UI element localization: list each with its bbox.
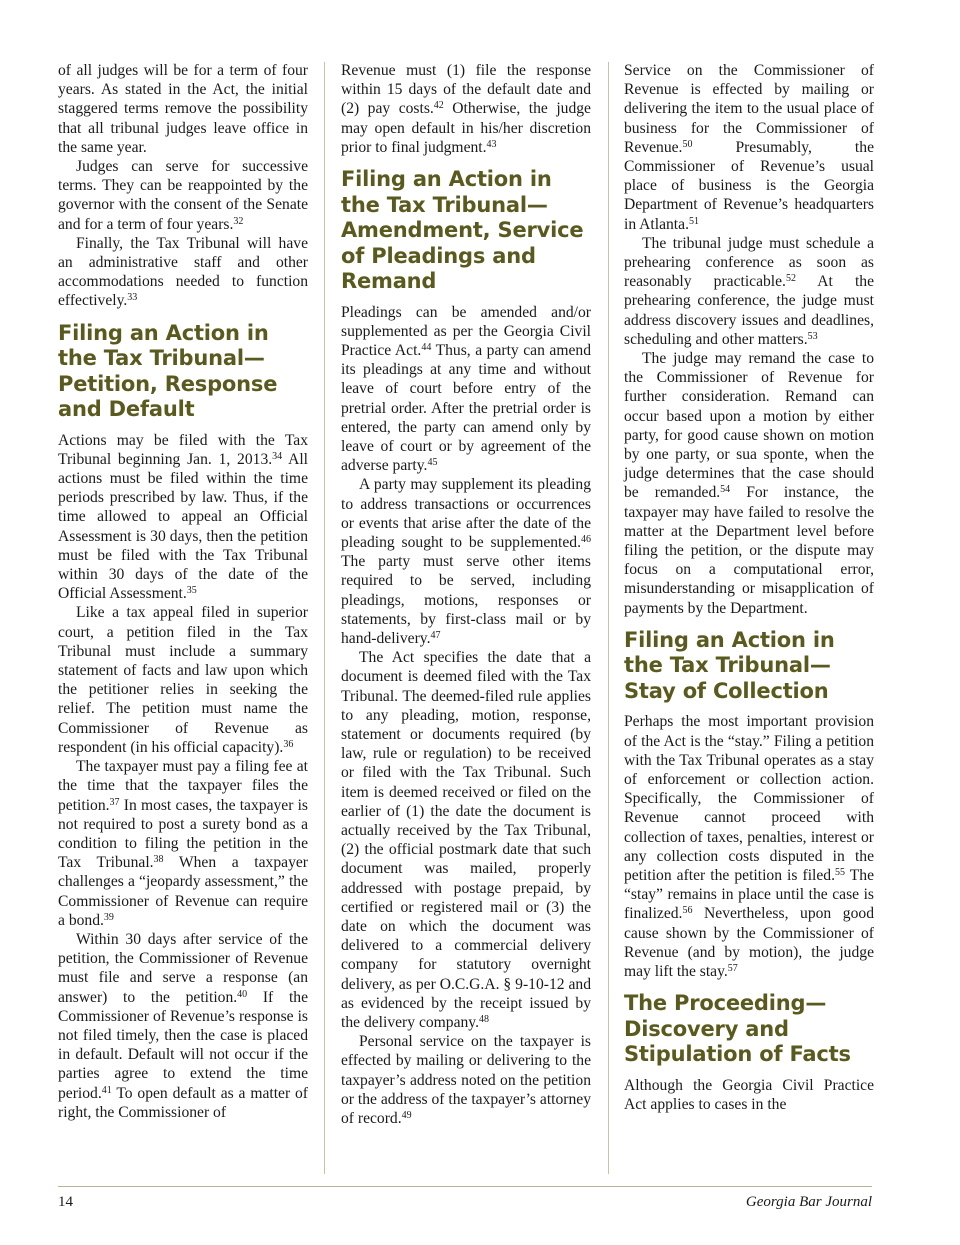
footnote-ref: 42 bbox=[433, 100, 444, 112]
paragraph: Finally, the Tax Tribunal will have an administrative staff and other accommodations needed to function effectively.$^{33}$ bbox=[58, 234, 308, 310]
footer-rule bbox=[58, 1186, 872, 1187]
footnote-ref: 49 bbox=[401, 1110, 412, 1122]
paragraph: Like a tax appeal filed in superior court, a petition filed in the Tax Tribunal must include a summary statement of facts and law upon which the petitioner relies in seeking the relief. The petition must name the Commissioner of Revenue as respondent (in his official capacity).$^{36}$ bbox=[58, 604, 308, 756]
footnote-ref: 48 bbox=[478, 1014, 489, 1026]
footnote-ref: 33 bbox=[127, 292, 138, 304]
footnote-ref: 53 bbox=[807, 330, 818, 342]
section-heading: Filing an Action in the Tax Tribunal—Amendment, Service of Pleadings and Remand bbox=[341, 167, 584, 294]
column-left bbox=[58, 61, 308, 1122]
footnote-ref: 39 bbox=[103, 911, 114, 923]
footnote-ref: 51 bbox=[688, 215, 699, 227]
footnote-ref: 35 bbox=[186, 585, 197, 597]
column-divider bbox=[608, 62, 609, 1174]
footnote-ref: 37 bbox=[109, 796, 120, 808]
paragraph: Personal service on the taxpayer is effected by mailing or delivering to the taxpayer’s address noted on the petition or the address of the taxpayer’s attorney of record.$^{49}$ bbox=[341, 1033, 591, 1128]
section-heading: Filing an Action in the Tax Tribunal—Stay of Collection bbox=[624, 627, 835, 703]
footnote-ref: 40 bbox=[237, 988, 248, 1000]
footnote-ref: 56 bbox=[682, 905, 693, 917]
footnote-ref: 52 bbox=[785, 273, 796, 285]
paragraph: of all judges will be for a term of four years. As stated in the Act, the initial staggered terms remove the possibility that all tribunal judges leave office in the same year. bbox=[58, 62, 308, 156]
footnote-ref: 55 bbox=[834, 867, 845, 879]
paragraph: Within 30 days after service of the petition, the Commissioner of Revenue must file and serve a response (an answer) to the petition.$^{40}$ If the Commissioner of Revenue’s response is not filed timely, then the case is placed in default. Default will not occur if the parties agree to extend the time period.$^{41}$ To open default as a matter of right, the Commissioner of bbox=[58, 930, 308, 1121]
footnote-ref: 41 bbox=[101, 1084, 112, 1096]
journal-name: Georgia Bar Journal bbox=[745, 1194, 872, 1210]
footnote-ref: 34 bbox=[272, 450, 283, 462]
paragraph: The tribunal judge must schedule a prehearing conference as soon as reasonably practicable.$^{52}$ At the prehearing conference, the judge must address discovery issues and deadlines, scheduling and other matters.$^{53}$ bbox=[624, 234, 874, 348]
footnote-ref: 43 bbox=[486, 138, 497, 150]
paragraph: Perhaps the most important provision of the Act is the “stay.” Filing a petition with the Tax Tribunal operates as a stay of enforcement or collection action. Specifically, the Commissioner of Revenue cannot proceed with collection of taxes, penalties, interest or any collection costs disputed in the petition after the petition is filed.$^{55}$ The “stay” remains in place until the case is finalized.$^{56}$ Nevertheless, upon good cause shown by the Commissioner of Revenue (and by motion), the judge may lift the stay.$^{57}$ bbox=[624, 713, 874, 981]
footnote-ref: 54 bbox=[720, 484, 731, 496]
footnote-ref: 50 bbox=[682, 138, 693, 150]
section-heading: Filing an Action in the Tax Tribunal—Petition, Response and Default bbox=[58, 320, 278, 422]
column-right bbox=[624, 61, 874, 1114]
column-divider bbox=[324, 62, 325, 1174]
footnote-ref: 38 bbox=[153, 854, 164, 866]
footnote-ref: 57 bbox=[727, 963, 738, 975]
paragraph: The Act specifies the date that a document is deemed filed with the Tax Tribunal. The deemed-filed rule applies to any pleading, motion, response, statement or documents required (by law, rule or regulation) to be received or filed with the Tax Tribunal. Such item is deemed received or filed on the earlier of (1) the date the document is actually received by the Tax Tribunal, (2) the official postmark date that such document was mailed, properly addressed with postage prepaid, by certified or registered mail or (3) the date on which the document was delivered to a commercial delivery company for statutory overnight delivery, as per O.C.G.A. § 9-10-12 and as evidenced by the receipt issued by the delivery company.$^{48}$ bbox=[341, 649, 591, 1032]
footnote-ref: 44 bbox=[421, 341, 432, 353]
column-middle bbox=[341, 61, 591, 1128]
paragraph: Service on the Commissioner of Revenue is effected by mailing or delivering the item to the usual place of business for the Commissioner of Revenue.$^{50}$ Presumably, the Commissioner of Revenue’s usual place of business is the Georgia Department of Revenue’s headquarters in Atlanta.$^{51}$ bbox=[624, 62, 874, 233]
paragraph: Actions may be filed with the Tax Tribunal beginning Jan. 1, 2013.34 All actions must be filed within the time periods prescribed by law. Thus, if the time allowed to appeal an Official Assessment is 30 days, then the petition must be filed with the Tax Tribunal within 30 days of the date of the Official Assessment.$^{35}$ bbox=[58, 431, 308, 603]
page-number: 14 bbox=[58, 1194, 73, 1210]
paragraph: A party may supplement its pleading to address transactions or occurrences or events that arise after the date of the pleading sought to be supplemented.$^{46}$ The party must serve other items required to be served, including pleadings, motions, responses or statements, by first-class mail or by hand-delivery.$^{47}$ bbox=[341, 476, 591, 647]
footnote-ref: 46 bbox=[581, 533, 591, 545]
paragraph: The taxpayer must pay a filing fee at the time that the taxpayer files the petition.$^{37}$ In most cases, the taxpayer is not required to post a surety bond as a condition to filing the petition in the Tax Tribunal.$^{38}$ When a taxpayer challenges a “jeopardy assessment,” the Commissioner of Revenue can require a bond.$^{39}$ bbox=[58, 758, 308, 929]
section-heading: The Proceeding—Discovery and Stipulation of Facts bbox=[624, 991, 851, 1067]
paragraph: Judges can serve for successive terms. They can be reappointed by the governor with the consent of the Senate and for a term of four years.$^{32}$ bbox=[58, 158, 308, 233]
footnote-ref: 36 bbox=[283, 738, 294, 750]
paragraph: Revenue must (1) file the response within 15 days of the default date and (2) pay costs.$^{42}$ Otherwise, the judge may open default in his/her discretion prior to final judgment.$^{43}$ bbox=[341, 62, 591, 156]
paragraph: The judge may remand the case to the Commissioner of Revenue for further consideration. Remand can occur based upon a motion by either party, for good cause shown on motion by one party, or sua sponte, when the judge determines that the case should be remanded.$^{54}$ For instance, the taxpayer may have failed to resolve the matter at the Department level before filing the petition, or the dispute may focus on a computational error, misunderstanding or misapplication of payments by the Department. bbox=[624, 350, 874, 617]
footnote-ref: 45 bbox=[427, 457, 438, 469]
paragraph: Pleadings can be amended and/or supplemented as per the Georgia Civil Practice Act.$^{44}$ Thus, a party can amend its pleadings at any time and without leave of court before entry of the pretrial order. After the pretrial order is entered, the party can amend only by leave of court or by agreement of the adverse party.$^{45}$ bbox=[341, 303, 591, 475]
paragraph: Although the Georgia Civil Practice Act applies to cases in the bbox=[624, 1076, 874, 1113]
footnote-ref: 47 bbox=[430, 629, 441, 641]
footnote-ref: 32 bbox=[233, 215, 244, 227]
